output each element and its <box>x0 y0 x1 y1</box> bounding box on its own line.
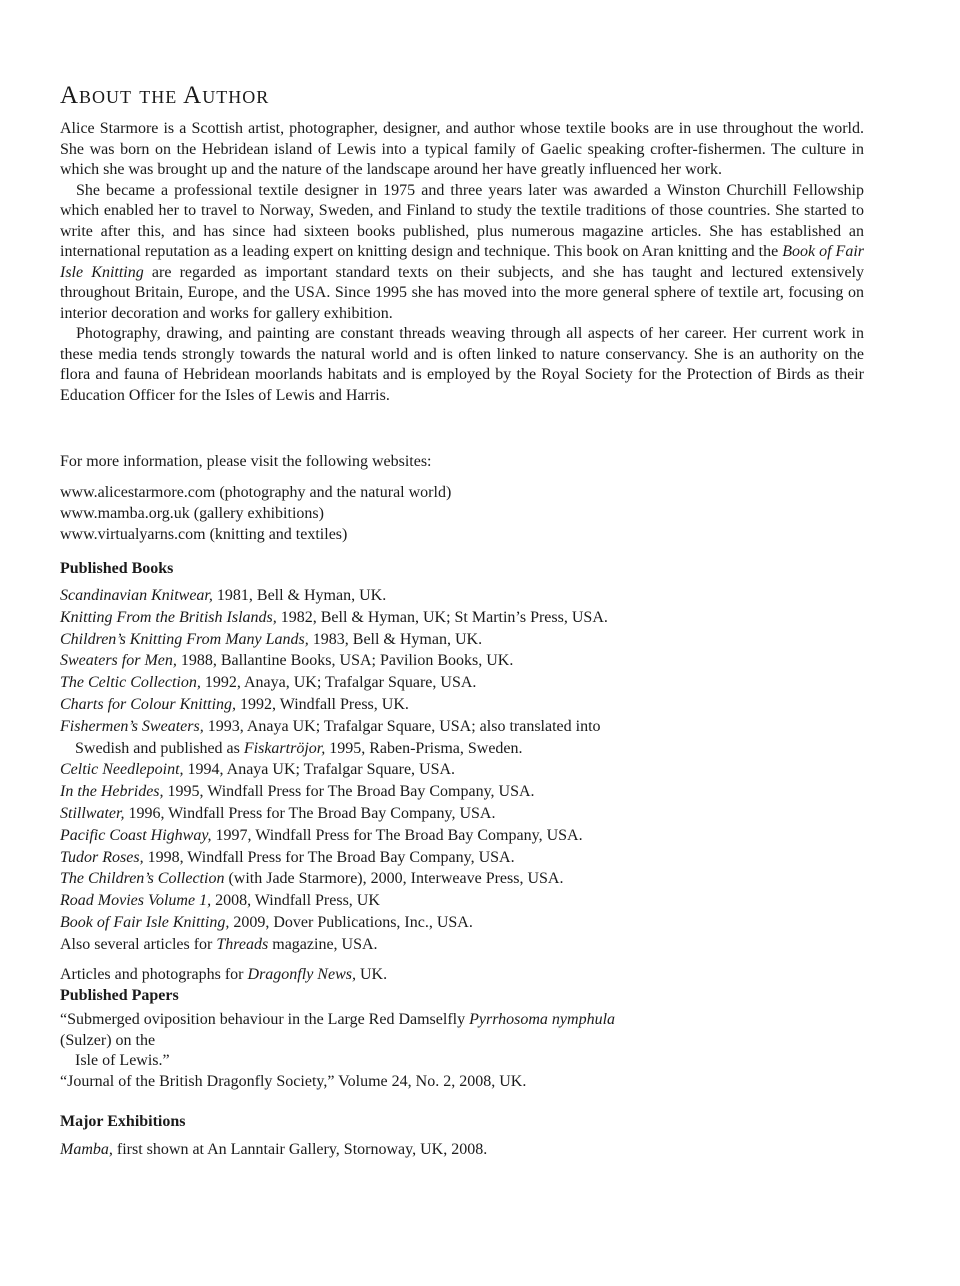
book-details: 1981, Bell & Hyman, UK. <box>212 587 387 604</box>
book-details: magazine, USA. <box>268 935 378 953</box>
dragonfly-articles <box>60 964 608 986</box>
published-books-heading: Published Books <box>60 560 174 577</box>
book-title: Sweaters for Men, <box>60 652 177 670</box>
book-details: 1993, Anaya UK; Trafalgar Square, USA; also translated into <box>203 717 601 735</box>
book-item <box>60 585 608 607</box>
paper-line: Isle of Lewis.” <box>75 1052 170 1069</box>
paper-line: (Sulzer) on the <box>60 1031 156 1049</box>
page-title: About the Author <box>60 82 270 109</box>
paper-text: “Submerged oviposition behaviour in the Large Red Damselfly <box>60 1011 470 1028</box>
book-title: Stillwater, <box>60 804 125 822</box>
book-details: 1997, Windfall Press for The Broad Bay Company, USA. <box>211 826 583 844</box>
paper-line: “Journal of the British Dragonfly Society,” Volume 24, No. 2, 2008, UK. <box>60 1072 527 1090</box>
book-details: 1996, Windfall Press for The Broad Bay Company, USA. <box>124 804 496 822</box>
threads-articles <box>60 934 608 956</box>
bio-paragraph-1: Alice Starmore is a Scottish artist, photographer, designer, and author whose textile books are in use throughout the world. She was born on the Hebridean island of Lewis into a typical family of Gaelic speaking crofter-fishermen. The culture in which she was brought up and the nature of the landscape around her have greatly influenced her work. <box>60 120 864 178</box>
website-intro: For more information, please visit the following websites: <box>60 453 432 470</box>
book-item-continuation <box>60 738 608 760</box>
book-item <box>60 694 608 716</box>
book-item <box>60 825 608 847</box>
book-item <box>60 847 608 869</box>
bio-paragraph-2 <box>60 181 864 325</box>
website-link[interactable]: www.virtualyarns.com (knitting and textiles) <box>60 526 348 543</box>
book-title: Fishermen’s Sweaters, <box>60 717 204 735</box>
exhibition-item <box>60 1139 487 1161</box>
book-details: 1982, Bell & Hyman, UK; St Martin’s Press, USA. <box>276 608 608 626</box>
book-title: The Celtic Collection, <box>60 674 201 692</box>
book-item <box>60 629 608 651</box>
book-title: Charts for Colour Knitting, <box>60 695 237 713</box>
book-title: Fiskartröjor, <box>243 739 326 757</box>
book-details: 1992, Windfall Press, UK. <box>236 695 409 713</box>
book-details: 1995, Raben-Prisma, Sweden. <box>325 739 523 757</box>
book-details: UK. <box>355 965 388 983</box>
book-title: Pacific Coast Highway, <box>60 826 212 844</box>
magazine-title: Threads <box>216 935 269 953</box>
book-title: Children’s Knitting From Many Lands, <box>60 630 309 648</box>
book-title: Scandinavian Knitwear, <box>60 587 213 604</box>
book-item <box>60 781 608 803</box>
book-details: Also several articles for <box>60 935 217 953</box>
book-details: Swedish and published as <box>75 739 244 757</box>
bio-text: She became a professional textile designer in 1975 and three years later was awarded a Winston Churchill Fellowship which enabled her to travel to Norway, Sweden, and Finland to study the textile traditions of those countries. She started to write after this, and has since had sixteen books published, plus numerous magazine articles. She has established an international reputation as a leading expert on knitting design and technique. This book on Aran knitting and the <box>60 181 864 260</box>
website-info <box>60 451 451 545</box>
book-item <box>60 912 608 934</box>
published-papers-heading: Published Papers <box>60 987 179 1004</box>
book-item <box>60 672 608 694</box>
major-exhibitions-heading: Major Exhibitions <box>60 1113 186 1130</box>
published-books-list <box>60 585 608 985</box>
book-title: Road Movies Volume 1, <box>60 892 212 910</box>
bio-text: are regarded as important standard texts on their subjects, and she has taught and lectured extensively throughout Britain, Europe, and the USA. Since 1995 she has moved into the more general sphere of textile art, focusing on interior decoration and works for gallery exhibition. <box>60 263 865 322</box>
author-biography <box>60 119 864 406</box>
magazine-title: Dragonfly News, <box>247 965 356 983</box>
book-item <box>60 650 608 672</box>
book-item <box>60 868 608 890</box>
book-item <box>60 890 608 912</box>
published-papers-list <box>60 1010 615 1092</box>
book-details: 1988, Ballantine Books, USA; Pavilion Books, UK. <box>176 652 514 670</box>
book-title: Tudor Roses, <box>60 848 144 866</box>
book-title: Celtic Needlepoint, <box>60 761 184 779</box>
paper-line <box>60 1010 615 1031</box>
exhibition-details: first shown at An Lanntair Gallery, Stornoway, UK, 2008. <box>112 1141 488 1158</box>
exhibition-title: Mamba, <box>60 1141 113 1158</box>
major-exhibitions-list <box>60 1139 487 1161</box>
book-details: 1998, Windfall Press for The Broad Bay Company, USA. <box>143 848 515 866</box>
bio-paragraph-3: Photography, drawing, and painting are constant threads weaving through all aspects of her career. Her current work in these media tends strongly towards the natural world and is often linked to nature conservancy. She is an authority on the flora and fauna of Hebridean moorlands habitats and is employed by the Royal Society for the Protection of Birds as their Education Officer for the Isles of Lewis and Harris. <box>60 325 864 404</box>
book-item <box>60 716 608 738</box>
book-item <box>60 759 608 781</box>
book-details: 1992, Anaya, UK; Trafalgar Square, USA. <box>200 674 477 692</box>
book-title: Book of Fair Isle Knitting, <box>60 913 230 931</box>
book-details: 1994, Anaya UK; Trafalgar Square, USA. <box>183 761 456 779</box>
species-name: Pyrrhosoma nymphula <box>469 1011 616 1028</box>
book-title: Knitting From the British Islands, <box>60 608 277 626</box>
website-link[interactable]: www.mamba.org.uk (gallery exhibitions) <box>60 505 324 522</box>
book-details: 2008, Windfall Press, UK <box>211 892 380 910</box>
book-item <box>60 607 608 629</box>
book-title: The Children’s Collection <box>60 870 225 888</box>
book-title: Book of Fair Isle Knitting <box>60 243 864 281</box>
book-details: 1995, Windfall Press for The Broad Bay Company, USA. <box>163 783 535 801</box>
book-title: In the Hebrides, <box>60 783 164 801</box>
website-link[interactable]: www.alicestarmore.com (photography and the natural world) <box>60 484 452 501</box>
book-details: 2009, Dover Publications, Inc., USA. <box>229 913 473 931</box>
book-item <box>60 803 608 825</box>
book-details: 1983, Bell & Hyman, UK. <box>308 630 483 648</box>
book-details: (with Jade Starmore), 2000, Interweave Press, USA. <box>224 870 564 888</box>
book-details: Articles and photographs for <box>60 965 248 983</box>
